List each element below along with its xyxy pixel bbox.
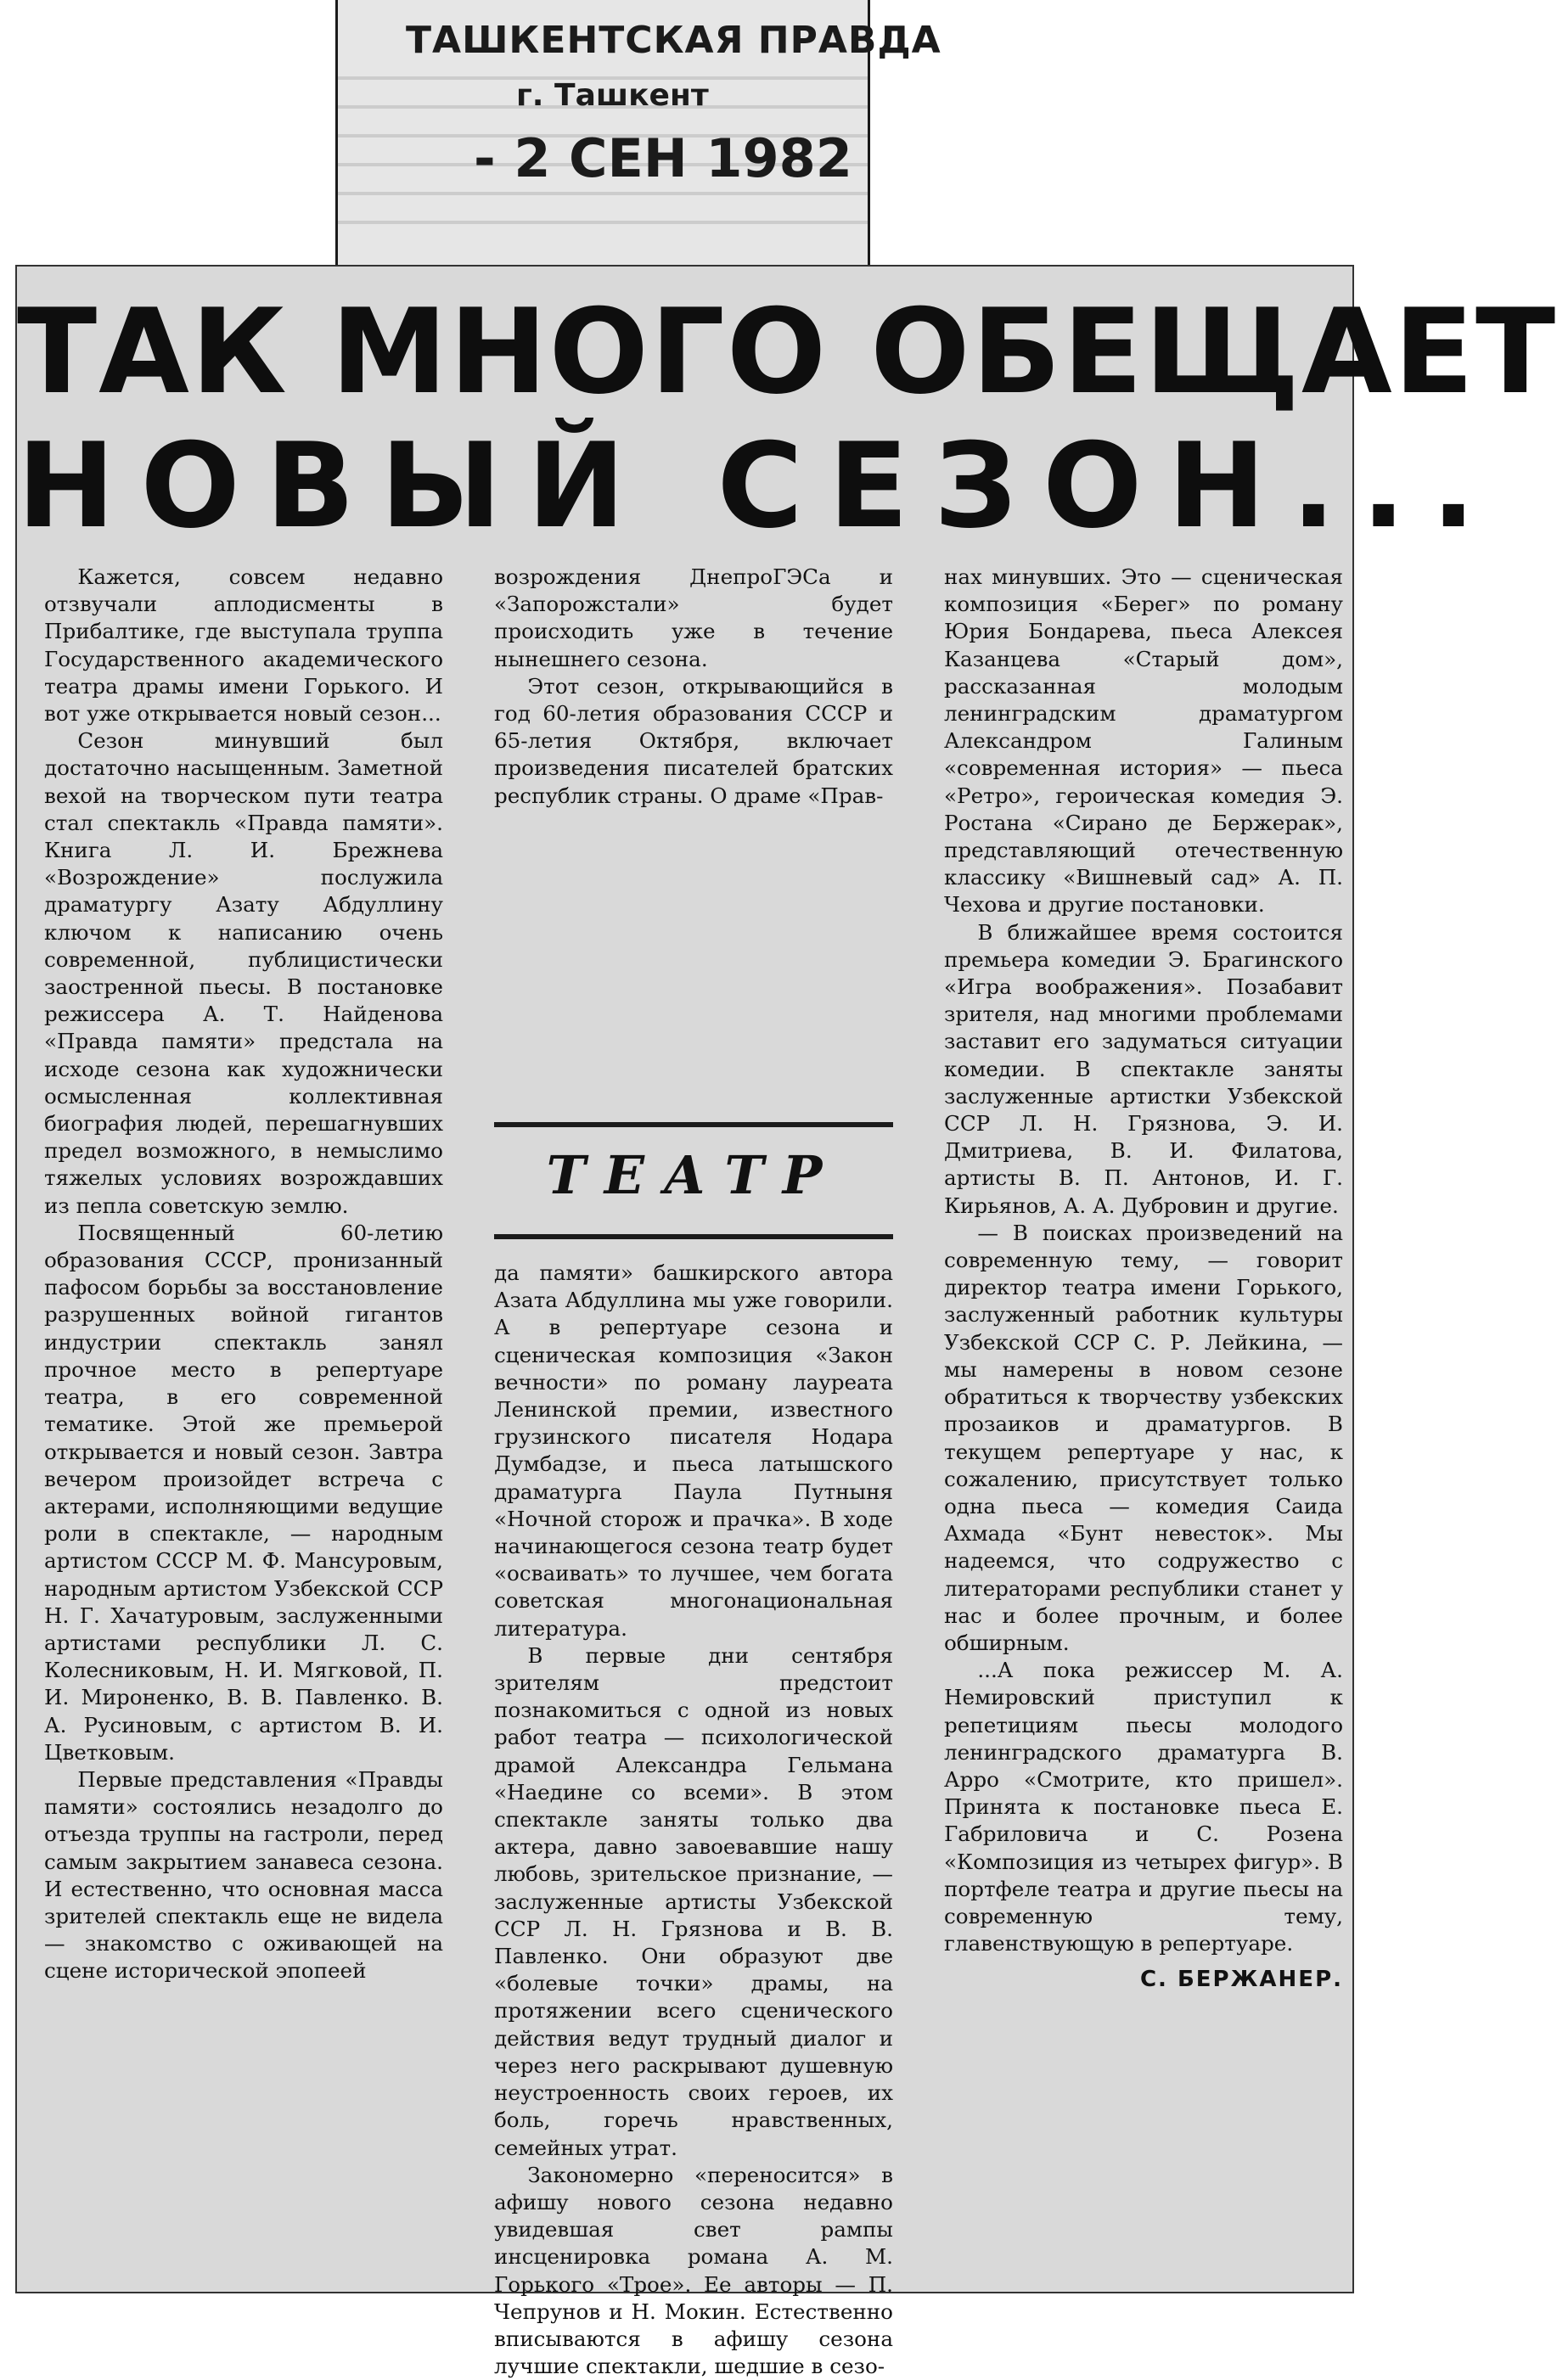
stamp-city: г. Ташкент xyxy=(516,78,709,113)
column-2-bottom xyxy=(494,1260,893,2380)
stamp-newspaper-name: ТАШКЕНТСКАЯ ПРАВДА xyxy=(406,19,942,62)
newspaper-article xyxy=(15,265,1557,2379)
headline-line-2: НОВЫЙ СЕЗОН... xyxy=(17,418,1502,554)
paragraph: ...А пока режиссер М. А. Немировский приступил к репетициям пьесы молодого ленинградского драматурга В. Арро «Смотрите, кто пришел». Принята к постановке пьеса Е. Габриловича и С. Розена «Композиция из четырех фигур». В портфеле театра и другие пьесы на современную тему, главенствующую в репертуаре. xyxy=(944,1658,1343,1956)
column-3 xyxy=(944,564,1343,1994)
rubric-rule-bottom xyxy=(494,1234,893,1239)
column-2-top xyxy=(494,564,893,810)
paragraph: Сезон минувший был достаточно насыщенным. Заметной вехой на творческом пути театра стал спектакль «Правда памяти». Книга Л. И. Брежнева «Возрождение» послужила драматургу Азату Абдуллину ключом к написанию очень современной, публицистически заостренной пьесы. В постановке режиссера А. Т. Найденова «Правда памяти» предстала на исходе сезона как художнически осмысленная коллективная биография людей, перешагнувших предел возможного, в немыслимо тяжелых условиях возрождавших из пепла советскую землю. xyxy=(44,728,443,1218)
newspaper-stamp xyxy=(335,0,942,265)
paragraph: — В поисках произведений на современную тему, — говорит директор театра имени Горького, заслуженный работник культуры Узбекской ССР С. Р. Лейкина, — мы намерены в новом сезоне обратиться к творчеству узбекских прозаиков и драматургов. В текущем репертуаре у нас, к сожалению, присутствует только одна пьеса — комедия Саида Ахмада «Бунт невесток». Мы надеемся, что содружество с литераторами республики станет у нас и более прочным, и более обширным. xyxy=(944,1220,1343,1655)
paragraph: Первые представления «Правды памяти» состоялись незадолго до отъезда труппы на гастроли, перед самым закрытием занавеса сезона. И естественно, что основная масса зрителей спектакль еще не видела — знакомство с оживающей на сцене исторической эпопеей xyxy=(44,1766,443,1984)
paragraph: возрождения ДнепроГЭСа и «Запорожстали» будет происходить уже в течение нынешнего сезона. xyxy=(494,564,893,671)
paragraph: Посвященный 60-летию образования СССР, пронизанный пафосом борьбы за восстановление разрушенных войной гигантов индустрии спектакль занял прочное место в репертуаре театра, в его современной тематике. Этой же премьерой открывается и новый сезон. Завтра вечером произойдет встреча с актерами, исполняющими ведущие роли в спектакле, — народным артистом СССР М. Ф. Мансуровым, народным артистом Узбекской ССР Н. Г. Хачатуровым, заслуженными артистами республики Л. С. Колесниковым, Н. И. Мягковой, П. И. Мироненко, В. В. Павленко. В. А. Русиновым, с артистом В. И. Цветковым. xyxy=(44,1220,443,1765)
paragraph: Кажется, совсем недавно отзвучали аплодисменты в Прибалтике, где выступала труппа Государственного академического театра драмы имени Горького. И вот уже открывается новый сезон... xyxy=(44,564,443,727)
rubric-block xyxy=(494,1115,893,1251)
column-1 xyxy=(44,564,443,1985)
rubric-label: ТЕАТР xyxy=(546,1144,841,1206)
paragraph: Этот сезон, открывающийся в год 60-летия образования СССР и 65-летия Октября, включает произведения писателей братских республик страны. О драме «Прав- xyxy=(494,673,893,808)
paragraph: В первые дни сентября зрителям предстоит познакомиться с одной из новых работ театра — психологической драмой Александра Гельмана «Наедине со всеми». В этом спектакле заняты только два актера, давно завоевавшие нашу любовь, зрительское признание, — заслуженные артисты Узбекской ССР Л. Н. Грязнова и В. В. Павленко. Они образуют две «болевые точки» драмы, на протяжении всего сценического действия ведут трудный диалог и через него раскрывают душевную неустроенность своих героев, их боль, горечь нравственных, семейных утрат. xyxy=(494,1642,893,2160)
rubric-rule-top xyxy=(494,1122,893,1127)
stamp-date: - 2 СЕН 1982 xyxy=(474,127,852,189)
headline-line-1: ТАК МНОГО ОБЕЩАЕТ xyxy=(17,283,1557,420)
paragraph: нах минувших. Это — сценическая композиция «Берег» по роману Юрия Бондарева, пьеса Алексея Казанцева «Старый дом», рассказанная молодым ленинградским драматургом Александром Галиным «современная история» — пьеса «Ретро», героическая комедия Э. Ростана «Сирано де Бержерак», представляющий отечественную классику «Вишневый сад» А. П. Чехова и другие постановки. xyxy=(944,564,1343,918)
paragraph: да памяти» башкирского автора Азата Абдуллина мы уже говорили. А в репертуаре сезона и сценическая композиция «Закон вечности» по роману лауреата Ленинской премии, известного грузинского писателя Нодара Думбадзе, и пьеса латышского драматурга Паула Путныня «Ночной сторож и прачка». В ходе начинающегося сезона театр будет «осваивать» то лучшее, чем богата советская многонациональная литература. xyxy=(494,1260,893,1641)
paragraph: В ближайшее время состоится премьера комедии Э. Брагинского «Игра воображения». Позабавит зрителя, над многими проблемами заставит его задуматься ситуации комедии. В спектакле заняты заслуженные артистки Узбекской ССР Л. Н. Грязнова, Э. И. Дмитриева, В. И. Филатова, артисты В. П. Антонов, И. Г. Кирьянов, А. А. Дубровин и другие. xyxy=(944,919,1343,1218)
article-columns xyxy=(44,564,1343,2379)
paragraph: Закономерно «переносится» в афишу нового сезона недавно увидевшая свет рампы инсценировка романа А. М. Горького «Трое». Ее авторы — П. Чепрунов и Н. Мокин. Естественно вписываются в афишу сезона лучшие спектакли, шедшие в сезо- xyxy=(494,2162,893,2379)
author-signature: С. БЕРЖАНЕР. xyxy=(1139,1967,1343,1993)
